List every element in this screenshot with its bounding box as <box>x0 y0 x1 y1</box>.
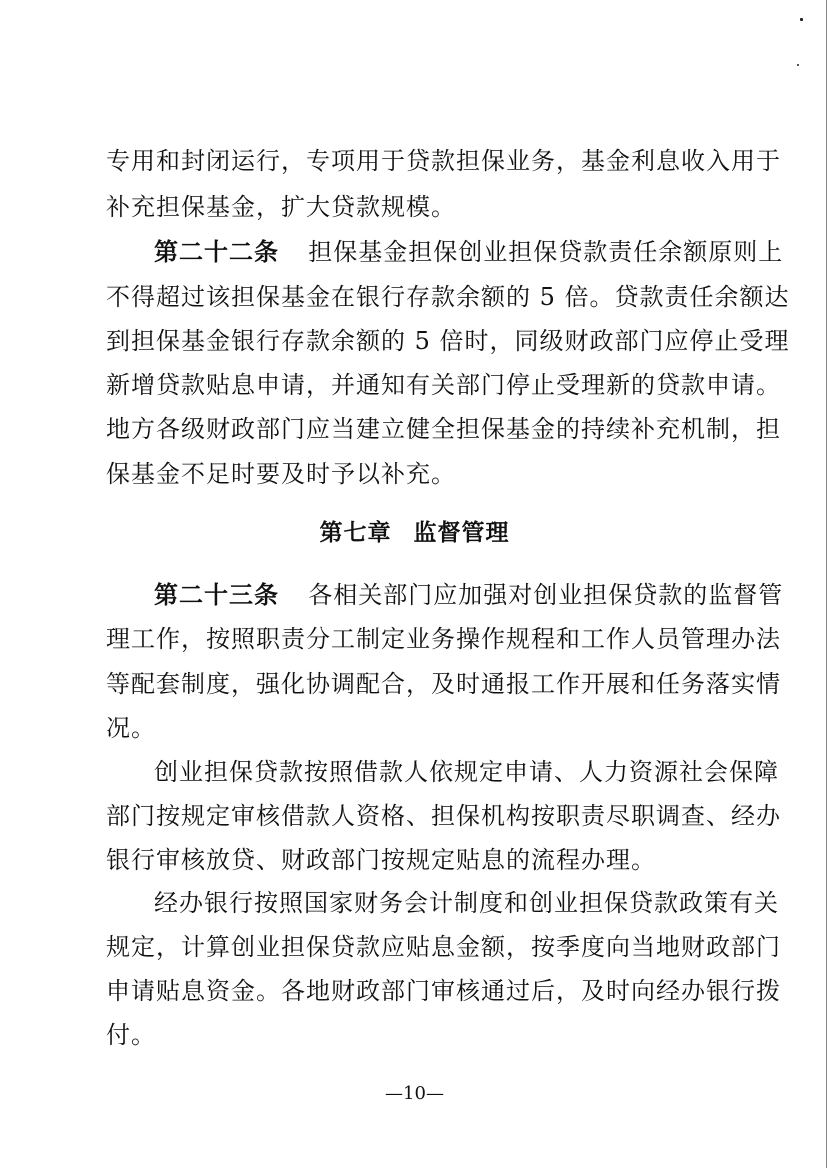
scan-speck <box>800 18 803 21</box>
body-line: 不得超过该担保基金在银行存款余额的 5 倍。贷款责任余额达 <box>106 283 790 311</box>
body-line: 创业担保贷款按照借款人依规定申请、人力资源社会保障 <box>154 758 779 786</box>
body-line: 部门按规定审核借款人资格、担保机构按职责尽职调查、经办 <box>106 802 781 830</box>
body-line: 理工作，按照职责分工制定业务操作规程和工作人员管理办法 <box>106 625 781 653</box>
scan-speck <box>797 64 799 66</box>
body-line: 专用和封闭运行，专项用于贷款担保业务，基金利息收入用于 <box>106 147 781 175</box>
article-22-first-line <box>154 237 784 267</box>
page-number: —10— <box>385 1083 444 1104</box>
body-line: 经办银行按照国家财务会计制度和创业担保贷款政策有关 <box>154 889 779 917</box>
body-line: 新增贷款贴息申请，并通知有关部门停止受理新的贷款申请。 <box>106 371 781 399</box>
article-text: 担保基金担保创业担保贷款责任余额原则上 <box>308 238 784 266</box>
chapter-number: 第七章 <box>319 520 392 546</box>
body-line: 保基金不足时要及时予以补充。 <box>106 460 456 488</box>
body-line: 到担保基金银行存款余额的 5 倍时，同级财政部门应停止受理 <box>106 327 790 355</box>
chapter-title: 监督管理 <box>413 520 510 546</box>
body-line: 况。 <box>106 714 156 742</box>
body-line: 规定，计算创业担保贷款应贴息金额，按季度向当地财政部门 <box>106 933 781 961</box>
page-edge <box>826 0 827 1168</box>
chapter-heading <box>0 518 829 548</box>
article-number: 第二十二条 <box>154 237 279 266</box>
body-line: 地方各级财政部门应当建立健全担保基金的持续补充机制，担 <box>106 415 781 443</box>
body-line: 等配套制度，强化协调配合，及时通报工作开展和任务落实情 <box>106 670 781 698</box>
body-line: 银行审核放贷、财政部门按规定贴息的流程办理。 <box>106 846 656 874</box>
body-line: 付。 <box>106 1021 156 1049</box>
article-23-first-line <box>154 580 784 610</box>
body-line: 申请贴息资金。各地财政部门审核通过后，及时向经办银行拨 <box>106 977 781 1005</box>
article-number: 第二十三条 <box>154 580 279 609</box>
body-line: 补充担保基金，扩大贷款规模。 <box>106 193 456 221</box>
article-text: 各相关部门应加强对创业担保贷款的监督管 <box>308 581 784 609</box>
